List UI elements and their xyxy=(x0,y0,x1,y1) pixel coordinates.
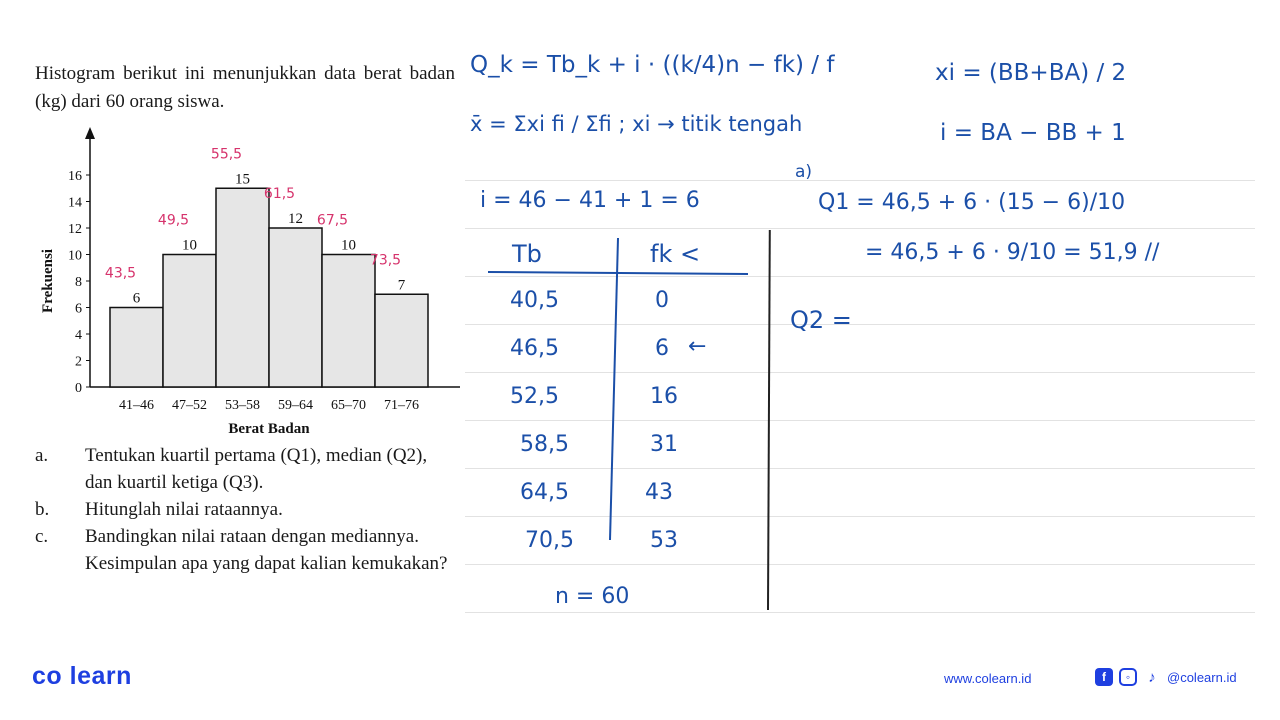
y-tick-label: 14 xyxy=(68,195,82,211)
y-tick-label: 12 xyxy=(68,222,82,237)
problem-statement xyxy=(35,60,455,116)
histogram xyxy=(30,125,460,440)
y-tick-label: 8 xyxy=(75,275,82,290)
mean-formula: x̄ = Σxi fi / Σfi ; xi → titik tengah xyxy=(470,112,803,136)
y-tick-label: 6 xyxy=(75,301,82,317)
q1-line-2: = 46,5 + 6 · 9/10 = 51,9 // xyxy=(865,240,1160,265)
midpoint-annotation: 61,5 xyxy=(263,186,296,202)
question-text: Bandingkan nilai rataan dengan mediannya. Kesimpulan apa yang dapat kalian kemukakan? xyxy=(85,526,448,574)
part-a-label: a) xyxy=(795,162,813,182)
tiktok-icon[interactable]: ♪ xyxy=(1148,668,1156,686)
table-cell-fk: 0 xyxy=(655,288,669,313)
y-axis-arrow xyxy=(85,127,95,139)
question-text: Hitunglah nilai rataannya. xyxy=(85,499,283,520)
midpoint-annotation: 67,5 xyxy=(316,212,349,229)
facebook-icon[interactable]: f xyxy=(1095,668,1113,686)
y-tick-label: 2 xyxy=(75,354,82,370)
question-a xyxy=(35,442,455,496)
social-links xyxy=(1095,668,1237,686)
table-header-tb: Tb xyxy=(512,240,542,268)
arrow-left-icon: ← xyxy=(688,334,707,359)
social-handle: @colearn.id xyxy=(1167,669,1237,685)
x-tick-label: 71–76 xyxy=(384,398,419,413)
histogram-bar xyxy=(375,294,428,387)
quartile-formula: Q_k = Tb_k + i · ((k/4)n − fk) / f xyxy=(470,52,835,78)
table-cell-tb: 64,5 xyxy=(520,480,569,505)
bar-value-label: 6 xyxy=(132,290,141,307)
y-axis-label: Frekuensi xyxy=(40,249,56,313)
interval-calc: i = 46 − 41 + 1 = 6 xyxy=(480,188,700,213)
midpoint-formula: xi = (BB+BA) / 2 xyxy=(935,60,1127,86)
table-cell-tb: 52,5 xyxy=(510,384,559,409)
histogram-bar xyxy=(269,228,322,387)
y-tick-label: 0 xyxy=(75,381,82,396)
y-tick-label: 4 xyxy=(75,328,82,343)
table-cell-fk: 53 xyxy=(650,528,678,553)
bar-value-label: 10 xyxy=(182,237,197,254)
question-text: Tentukan kuartil pertama (Q1), median (Q2), dan kuartil ketiga (Q3). xyxy=(85,445,428,493)
table-cell-fk: 31 xyxy=(650,432,678,457)
table-cell-tb: 46,5 xyxy=(510,336,559,361)
y-tick-label: 16 xyxy=(68,169,82,184)
instagram-icon[interactable]: ◦ xyxy=(1119,668,1137,686)
question-letter: a. xyxy=(35,445,49,466)
table-cell-tb: 58,5 xyxy=(520,432,569,457)
q1-line-1: Q1 = 46,5 + 6 · (15 − 6)/10 xyxy=(818,190,1126,215)
question-list xyxy=(35,442,455,577)
question-letter: c. xyxy=(35,526,49,547)
x-tick-label: 41–46 xyxy=(119,398,154,413)
y-tick-label: 10 xyxy=(68,248,82,264)
footer-url[interactable]: www.colearn.id xyxy=(944,671,1032,686)
ruled-line xyxy=(465,228,1255,229)
histogram-bar xyxy=(110,308,163,388)
histogram-bar xyxy=(322,255,375,388)
midpoint-annotation: 55,5 xyxy=(210,146,243,163)
interval-formula: i = BA − BB + 1 xyxy=(940,120,1126,146)
bar-value-label: 12 xyxy=(288,211,303,227)
x-tick-label: 59–64 xyxy=(278,398,313,413)
x-tick-label: 65–70 xyxy=(331,398,366,413)
colearn-logo: co learn xyxy=(32,662,132,690)
histogram-bar xyxy=(216,188,269,387)
question-c xyxy=(35,523,455,577)
midpoint-annotation: 49,5 xyxy=(157,212,190,229)
problem-intro: Histogram berikut ini menunjukkan data berat badan (kg) dari 60 orang siswa. xyxy=(35,63,455,112)
histogram-svg xyxy=(30,125,460,440)
midpoint-annotation: 43,5 xyxy=(104,265,137,282)
x-axis-label: Berat Badan xyxy=(228,421,310,437)
n-value: n = 60 xyxy=(555,584,630,609)
x-tick-label: 47–52 xyxy=(172,398,207,413)
q2-line: Q2 = xyxy=(790,306,852,334)
ruled-line xyxy=(465,180,1255,181)
table-cell-fk: 6 xyxy=(655,336,669,361)
table-cell-tb: 70,5 xyxy=(525,528,574,553)
table-cell-fk: 16 xyxy=(650,384,678,409)
histogram-bar xyxy=(163,255,216,388)
table-cell-tb: 40,5 xyxy=(510,288,559,313)
question-b xyxy=(35,496,455,523)
x-tick-label: 53–58 xyxy=(225,398,260,413)
bar-value-label: 7 xyxy=(397,277,406,294)
table-header-fk: fk < xyxy=(650,240,701,268)
midpoint-annotation: 73,5 xyxy=(369,252,402,269)
table-cell-fk: 43 xyxy=(645,480,673,505)
question-letter: b. xyxy=(35,499,50,520)
bar-value-label: 10 xyxy=(341,237,356,254)
bar-value-label: 15 xyxy=(235,171,250,188)
